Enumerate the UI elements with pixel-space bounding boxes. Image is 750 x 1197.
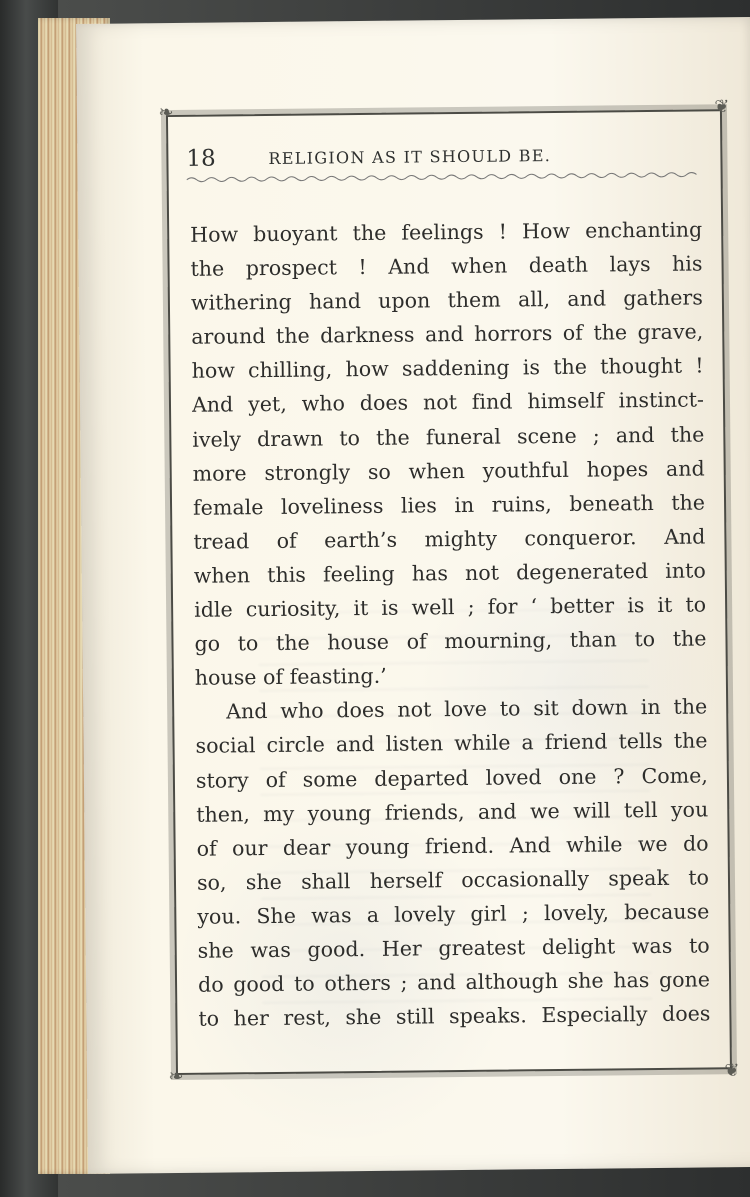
- top-right-ornament-icon: ❦: [714, 96, 730, 118]
- text-line-15: And who does not love to sit down in the: [226, 694, 708, 724]
- text-line-10: tread of earth’s mighty conqueror. And: [193, 524, 706, 554]
- page-text: [190, 212, 711, 1036]
- text-line-14: house of feasting.’: [194, 664, 387, 691]
- text-line-17: story of some departed loved one ? Come,: [195, 762, 709, 793]
- text-line-1: How buoyant the feelings ! How enchanting: [190, 217, 703, 247]
- bottom-left-ornament-icon: ❧: [168, 1065, 184, 1088]
- text-line-9: female loveliness lies in ruins, beneath the: [192, 490, 706, 520]
- text-line-8: more strongly so when youthful hopes and: [192, 456, 705, 486]
- bottom-right-ornament-icon: ❦: [724, 1060, 740, 1082]
- running-title: RELIGION AS IT SHOULD BE.: [268, 146, 552, 168]
- text-line-5: how chilling, how saddening is the thought !: [191, 353, 704, 384]
- text-line-11: when this feeling has not degenerated into: [193, 558, 706, 588]
- text-line-2: the prospect ! And when death lays his: [190, 251, 703, 281]
- top-left-ornament-icon: ❧: [158, 101, 174, 124]
- text-line-21: you. She was a lovely girl ; lovely, because: [197, 899, 710, 929]
- book-page: [76, 17, 750, 1174]
- text-line-4: around the darkness and horrors of the grave,: [191, 319, 704, 350]
- text-border-frame: [158, 96, 740, 1088]
- text-line-23: do good to others ; and although she has gone: [197, 967, 711, 997]
- text-line-18: then, my young friends, and we will tell you: [196, 797, 709, 827]
- text-line-12: idle curiosity, it is well ; for ‘ better is it to: [194, 592, 707, 622]
- page-number: 18: [186, 145, 216, 172]
- text-line-13: go to the house of mourning, than to the: [194, 626, 707, 656]
- text-line-20: so, she shall herself occasionally speak to: [196, 865, 710, 895]
- text-line-24: to her rest, she still speaks. Especially does: [198, 1001, 711, 1031]
- page-header: [186, 141, 698, 182]
- text-line-16: social circle and listen while a friend tells the: [195, 728, 708, 759]
- text-line-22: she was good. Her greatest delight was to: [197, 933, 710, 963]
- text-line-3: withering hand upon them all, and gathers: [190, 285, 704, 315]
- text-line-6: And yet, who does not find himself instinct-: [191, 387, 705, 418]
- text-line-7: ively drawn to the funeral scene ; and the: [192, 422, 705, 452]
- header-wavy-rule: [187, 171, 697, 184]
- text-line-19: of our dear young friend. And while we do: [196, 831, 709, 861]
